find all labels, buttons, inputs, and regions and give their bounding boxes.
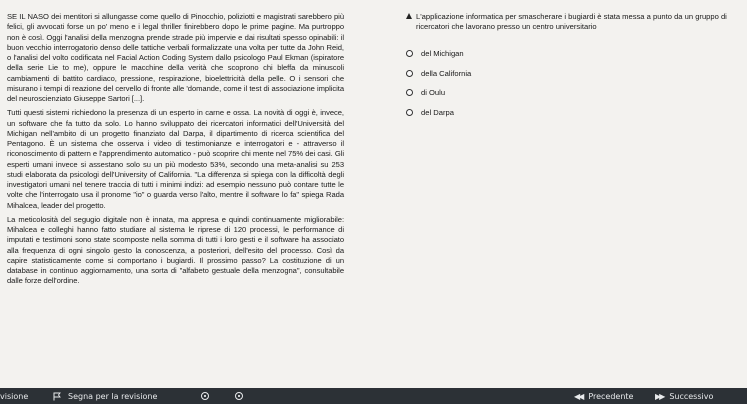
answer-options (406, 48, 741, 118)
bottom-navigation-bar (0, 388, 747, 404)
flag-icon (53, 392, 61, 400)
question-text: L'applicazione informatica per smascherare i bugiardi è stata messa a punto da un gruppo di ricercatori che lavorano presso un centro universitario (416, 12, 727, 31)
question-marker-icon (406, 13, 412, 19)
answer-option-label: del Michigan (421, 49, 464, 58)
review-label[interactable]: visione (0, 391, 29, 401)
passage-paragraph-2: Tutti questi sistemi richiedono la presenza di un esperto in carne e ossa. La novità di oggi è, invece, un software che fa tutto da solo. Lo hanno sviluppato dei ricercatori informatici dell'Università del Michigan nell'ambito di un progetto finanziato dal Darpa, il dipartimento di ricerca scientifica del Pentagono. È un sistema che osserva i video di testimonianze e interrogatori e - attraverso il riconoscimento di pattern e l'apprendimento automatico - può scoprire chi mente nel 75% dei casi. Gli esperti umani invece si assestano solo su un più modesto 53%, secondo una meta-analisi su 253 studi elaborata da psicologi dell'University of California. "La differenza si spiega con la difficoltà degli investigatori umani nel tenere traccia di tutti i minimi indizi: ad esempio nessuno può contare tutte le volte che l'interrogato usa il pronome "io" o guarda verso l'alto, mentre il software lo fa" spiega Rada Mihalcea, leader del progetto. (7, 108, 344, 210)
reading-passage (7, 12, 344, 287)
clock-icon (201, 392, 209, 400)
previous-button[interactable] (574, 388, 633, 404)
answer-option-4[interactable] (406, 107, 741, 118)
answer-option-2[interactable] (406, 68, 741, 79)
timer-button[interactable] (201, 388, 209, 404)
radio-button[interactable] (406, 70, 413, 77)
mark-for-review-button[interactable] (53, 388, 157, 404)
answer-option-1[interactable] (406, 48, 741, 59)
answer-option-label: del Darpa (421, 107, 454, 117)
answer-option-3[interactable] (406, 87, 741, 98)
radio-button[interactable] (406, 109, 413, 116)
radio-button[interactable] (406, 89, 413, 96)
mark-for-review-label: Segna per la revisione (68, 391, 158, 401)
next-button[interactable] (655, 388, 713, 404)
answer-option-label: della California (421, 68, 472, 78)
info-button[interactable] (235, 388, 243, 404)
passage-paragraph-1: SE IL NASO dei mentitori si allungasse come quello di Pinocchio, poliziotti e magistrati sarebbero più felici, gli avvocati forse un po' meno e i legal thriller finirebbero dopo le prime pagine. Ma purtroppo non è così. Oggi l'analisi della menzogna prende strade più impervie e dai risultati spesso opinabili: il buon vecchio interrogatorio denso delle tattiche verbali formalizzate una volta per tutte da John Reid, o l'analisi del volto codificata nel Facial Action Coding System dallo psicologo Paul Ekman (ispiratore della serie Lie to me), oppure le macchine della verità che scoprono chi bleffa da minuscoli cambiamenti di battito cardiaco, pressione, respirazione, bioelettricità della pelle. O i sensori che misurano i tempi di reazione del cervello di fronte alle 'domande, come il test di associazione implicita del neuroscienziato Giuseppe Sartori [...]. (7, 12, 344, 103)
double-chevron-right-icon: ▶▶ (655, 391, 664, 401)
next-label: Successivo (669, 391, 714, 401)
previous-label: Precedente (588, 391, 634, 401)
info-icon (235, 392, 243, 400)
radio-button[interactable] (406, 50, 413, 57)
question-block (406, 12, 741, 126)
answer-option-label: di Oulu (421, 88, 446, 97)
double-chevron-left-icon: ◀◀ (574, 391, 583, 401)
passage-paragraph-3: La meticolosità del segugio digitale non è innata, ma appresa e quindi continuamente migliorabile: Mihalcea e colleghi hanno fatto studiare al sistema le riprese di 120 processi, le performance di imputati e testimoni sono state scomposte nella somma di tutti i loro gesti e il software ha associato alla frequenza di ogni singolo gesto la conoscenza, a posteriori, dell'esito del processo. Così da capire statisticamente come si comportano i bugiardi. Il prossimo passo? La costituzione di un database in continuo aggiornamento, una sorta di "alfabeto gestuale della menzogna", consultabile dalle forze dell'ordine. (7, 214, 344, 286)
